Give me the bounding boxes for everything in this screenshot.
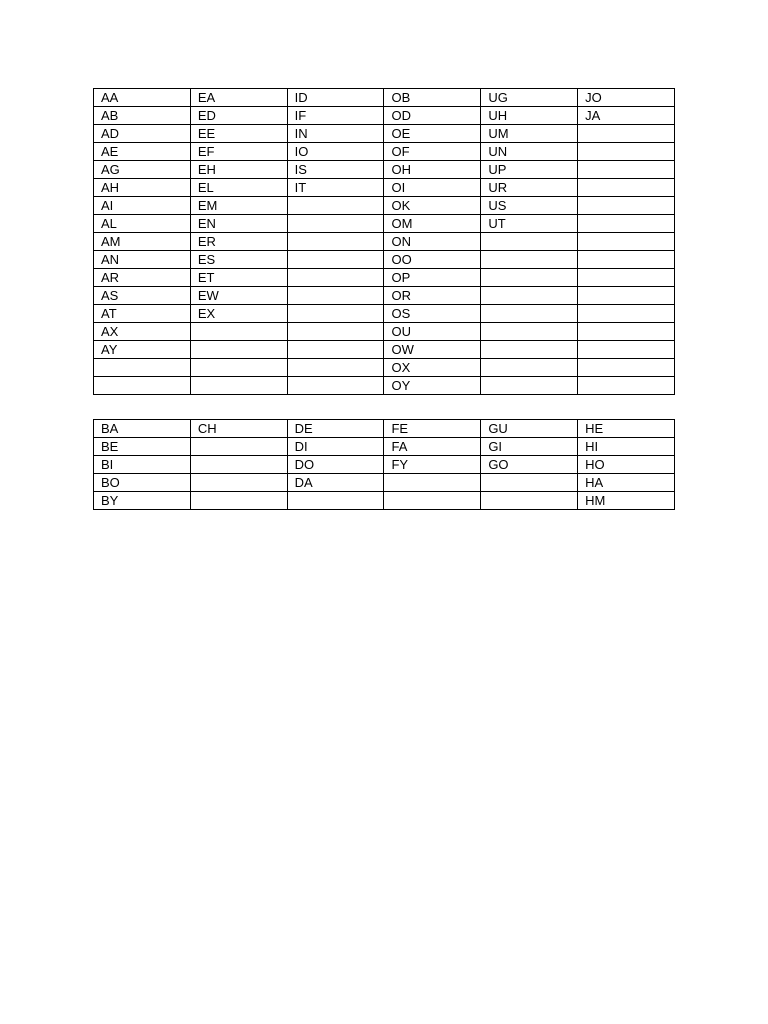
table-cell: EW [190, 287, 287, 305]
table-cell: IF [287, 107, 384, 125]
table-cell [481, 323, 578, 341]
table-cell: OI [384, 179, 481, 197]
table-cell [287, 287, 384, 305]
table-cell: FE [384, 420, 481, 438]
table-cell: BO [94, 474, 191, 492]
table-cell: AI [94, 197, 191, 215]
table-cell [578, 269, 675, 287]
table-row [94, 492, 675, 510]
table-cell: OB [384, 89, 481, 107]
table-cell: GI [481, 438, 578, 456]
table-cell: OR [384, 287, 481, 305]
table-cell: HA [578, 474, 675, 492]
table-cell [578, 215, 675, 233]
table-cell [287, 492, 384, 510]
table-cell [384, 492, 481, 510]
two-letter-words-table-vowels [93, 88, 675, 395]
table-row [94, 251, 675, 269]
table-cell: UM [481, 125, 578, 143]
table-row [94, 305, 675, 323]
table-cell [190, 438, 287, 456]
table-cell [287, 269, 384, 287]
table-row [94, 107, 675, 125]
table-cell: EN [190, 215, 287, 233]
table-cell: US [481, 197, 578, 215]
table-cell: OF [384, 143, 481, 161]
table-cell [287, 215, 384, 233]
table-cell: OX [384, 359, 481, 377]
table-cell: UT [481, 215, 578, 233]
table-cell: AR [94, 269, 191, 287]
table-row [94, 143, 675, 161]
table-cell: OY [384, 377, 481, 395]
table-cell: AT [94, 305, 191, 323]
table-cell [287, 305, 384, 323]
table-cell: FY [384, 456, 481, 474]
table-cell [190, 377, 287, 395]
table-cell [578, 251, 675, 269]
table-cell: EL [190, 179, 287, 197]
table-cell: HI [578, 438, 675, 456]
table-cell: AX [94, 323, 191, 341]
table-cell: AL [94, 215, 191, 233]
table-cell [481, 359, 578, 377]
table-cell [481, 377, 578, 395]
table-cell [287, 377, 384, 395]
table-cell: AB [94, 107, 191, 125]
table-cell [481, 269, 578, 287]
table-cell [578, 305, 675, 323]
table-cell [287, 359, 384, 377]
table-cell: UN [481, 143, 578, 161]
table-cell [287, 341, 384, 359]
table-cell: AM [94, 233, 191, 251]
table-cell: GU [481, 420, 578, 438]
table-cell [287, 197, 384, 215]
table-cell [190, 492, 287, 510]
table-cell [578, 161, 675, 179]
table-cell: HO [578, 456, 675, 474]
table-row [94, 179, 675, 197]
table-cell [190, 341, 287, 359]
table-row [94, 125, 675, 143]
table-cell: UH [481, 107, 578, 125]
table-cell [190, 474, 287, 492]
table-cell [578, 287, 675, 305]
table-cell: ON [384, 233, 481, 251]
table-row [94, 420, 675, 438]
table-cell: JA [578, 107, 675, 125]
table-cell [481, 287, 578, 305]
table-cell: BA [94, 420, 191, 438]
table-cell [481, 492, 578, 510]
table-cell: BY [94, 492, 191, 510]
table-cell [384, 474, 481, 492]
table-cell: OK [384, 197, 481, 215]
table-row [94, 269, 675, 287]
table-cell [481, 233, 578, 251]
table-cell: DI [287, 438, 384, 456]
two-letter-words-table-consonants [93, 419, 675, 510]
table-cell: CH [190, 420, 287, 438]
table-cell: ES [190, 251, 287, 269]
table-cell [287, 251, 384, 269]
table-cell [481, 474, 578, 492]
table-cell: UG [481, 89, 578, 107]
table-cell: ET [190, 269, 287, 287]
table-cell: OH [384, 161, 481, 179]
table-row [94, 197, 675, 215]
table-row [94, 474, 675, 492]
table-row [94, 438, 675, 456]
table-row [94, 456, 675, 474]
table-cell: FA [384, 438, 481, 456]
table-cell: DE [287, 420, 384, 438]
table-cell: EF [190, 143, 287, 161]
table-cell: BE [94, 438, 191, 456]
table-cell: AA [94, 89, 191, 107]
table-cell [578, 377, 675, 395]
table-cell: AG [94, 161, 191, 179]
table-row [94, 233, 675, 251]
table-cell: OS [384, 305, 481, 323]
table-cell [578, 197, 675, 215]
table-cell [578, 323, 675, 341]
table-cell: EM [190, 197, 287, 215]
table-cell: UR [481, 179, 578, 197]
table-cell: OE [384, 125, 481, 143]
table-row [94, 377, 675, 395]
table-cell: OP [384, 269, 481, 287]
table-cell: IS [287, 161, 384, 179]
table-cell: HM [578, 492, 675, 510]
table-cell: ED [190, 107, 287, 125]
table-cell [578, 341, 675, 359]
table-cell: EH [190, 161, 287, 179]
table-cell: DA [287, 474, 384, 492]
table-cell [190, 323, 287, 341]
table-cell [481, 341, 578, 359]
table-cell: IT [287, 179, 384, 197]
table-body [94, 420, 675, 510]
table-cell: OU [384, 323, 481, 341]
table-row [94, 89, 675, 107]
table-cell [578, 125, 675, 143]
table-cell [578, 359, 675, 377]
table-cell: ID [287, 89, 384, 107]
table-cell [190, 456, 287, 474]
table-body [94, 89, 675, 395]
table-cell: AH [94, 179, 191, 197]
table-row [94, 287, 675, 305]
table-cell: DO [287, 456, 384, 474]
table-row [94, 323, 675, 341]
table-cell [578, 143, 675, 161]
table-cell [578, 233, 675, 251]
table-row [94, 341, 675, 359]
table-cell [190, 359, 287, 377]
table-cell: OD [384, 107, 481, 125]
table-cell: BI [94, 456, 191, 474]
table-cell: EE [190, 125, 287, 143]
table-cell [287, 323, 384, 341]
table-cell: OW [384, 341, 481, 359]
table-cell: AN [94, 251, 191, 269]
table-cell: OM [384, 215, 481, 233]
table-cell: GO [481, 456, 578, 474]
table-cell: UP [481, 161, 578, 179]
table-cell: HE [578, 420, 675, 438]
table-cell [481, 305, 578, 323]
table-cell [578, 179, 675, 197]
table-cell: EX [190, 305, 287, 323]
table-cell [94, 377, 191, 395]
table-cell: AS [94, 287, 191, 305]
table-cell: IO [287, 143, 384, 161]
table-row [94, 161, 675, 179]
table-cell [287, 233, 384, 251]
table-row [94, 215, 675, 233]
table-cell [481, 251, 578, 269]
table-cell: EA [190, 89, 287, 107]
table-row [94, 359, 675, 377]
table-cell: JO [578, 89, 675, 107]
table-cell: AE [94, 143, 191, 161]
table-cell: ER [190, 233, 287, 251]
table-cell: IN [287, 125, 384, 143]
table-cell: AD [94, 125, 191, 143]
table-cell [94, 359, 191, 377]
table-cell: AY [94, 341, 191, 359]
table-cell: OO [384, 251, 481, 269]
